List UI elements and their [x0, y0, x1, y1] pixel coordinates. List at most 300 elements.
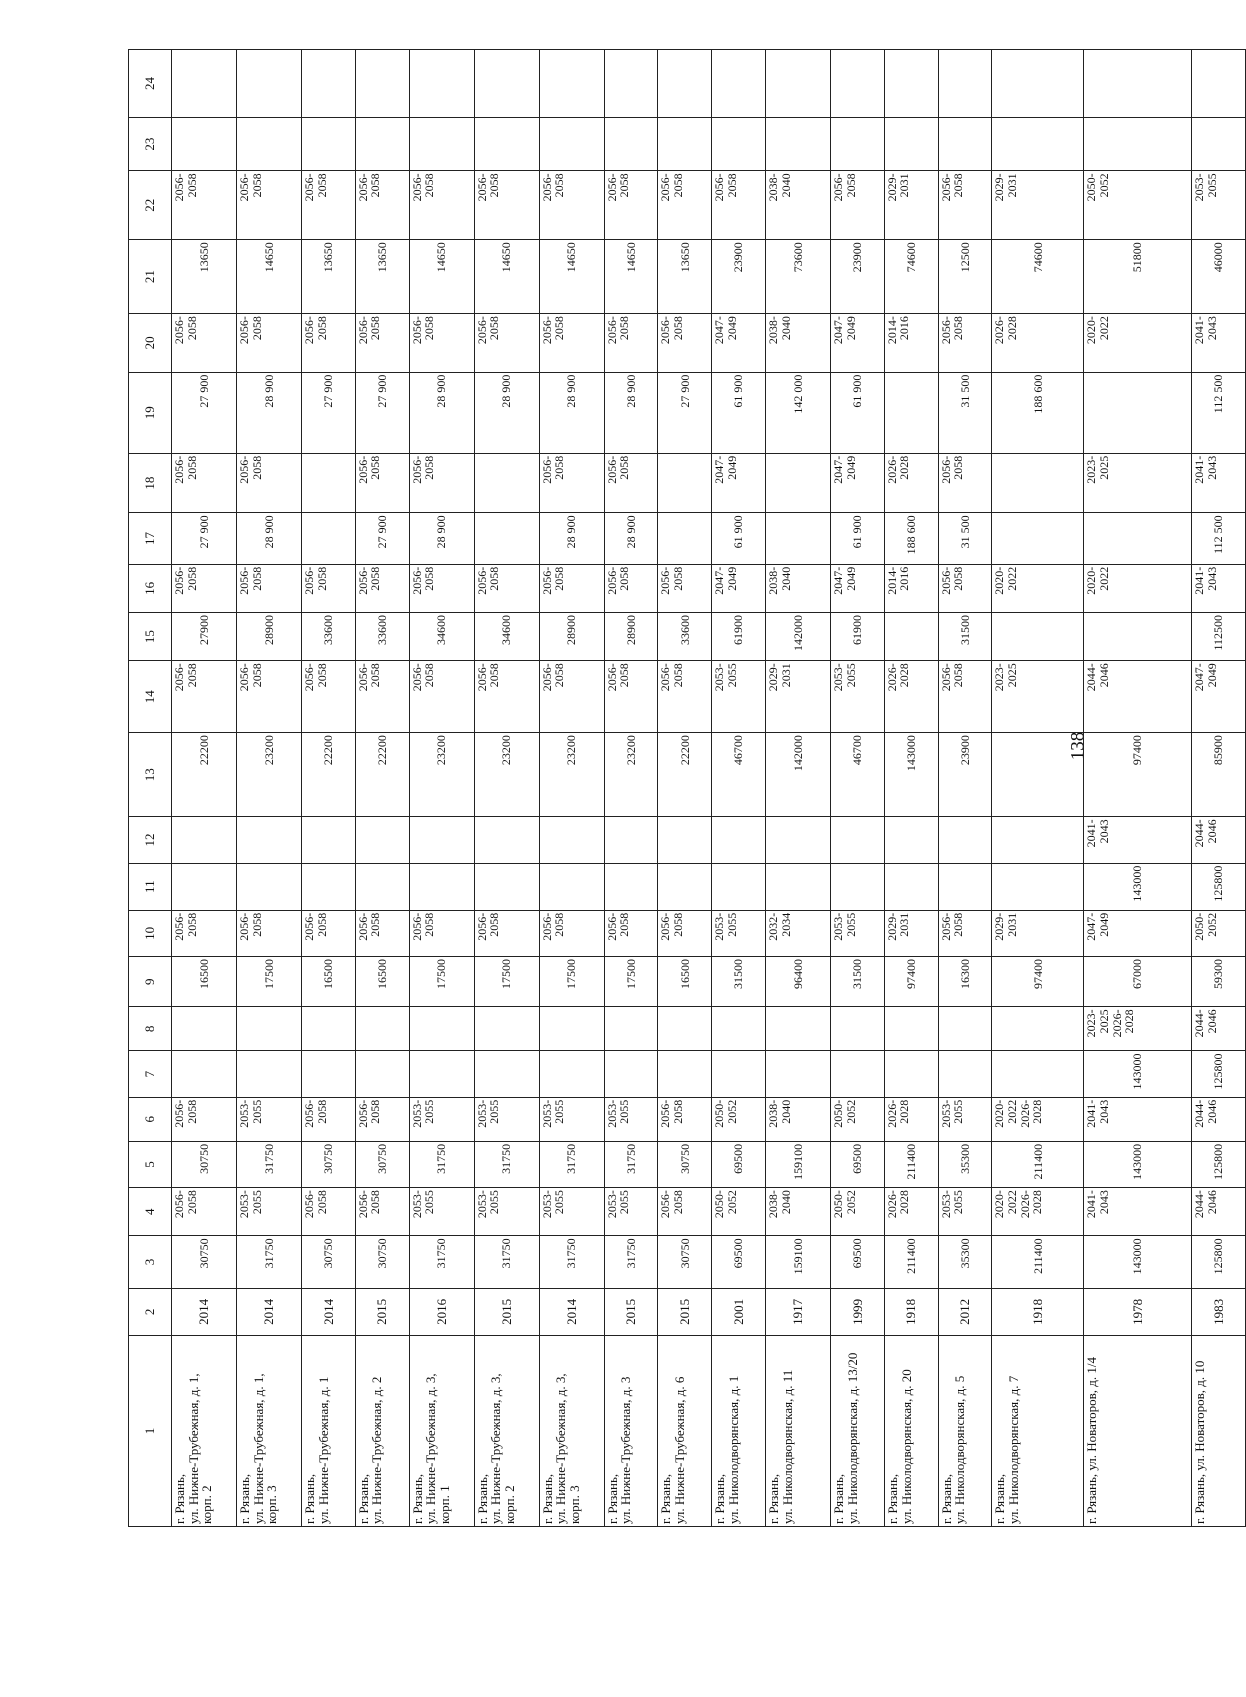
address-cell: г. Рязань, ул. Новаторов, д. 1/4	[1084, 1335, 1192, 1526]
table-cell: 2056- 2058	[172, 661, 237, 733]
table-cell: 143000	[1084, 863, 1192, 910]
column-header-19: 19	[129, 372, 172, 453]
table-cell	[474, 863, 539, 910]
table-cell: 125800	[1192, 1051, 1246, 1097]
table-cell: 61 900	[712, 372, 766, 453]
table-cell: 2041- 2043	[1192, 564, 1246, 612]
table-cell	[237, 1007, 302, 1051]
table-cell: 17500	[474, 957, 539, 1007]
table-cell: 2053- 2055	[604, 1188, 658, 1236]
table-cell: 2056- 2058	[658, 661, 712, 733]
table-cell: 31750	[474, 1141, 539, 1187]
table-cell: 74600	[992, 240, 1084, 314]
table-cell: 46700	[712, 733, 766, 817]
table-cell: 2056- 2058	[172, 453, 237, 513]
table-cell: 142 000	[766, 372, 831, 453]
table-cell: 16500	[302, 957, 356, 1007]
table-cell: 211400	[992, 1236, 1084, 1288]
table-cell: 34600	[409, 612, 474, 660]
table-cell: 14650	[604, 240, 658, 314]
table-cell: 2044- 2046	[1192, 1097, 1246, 1141]
address-cell: г. Рязань, ул. Нижне-Трубежная, д. 3, корп. 1	[409, 1335, 474, 1526]
table-cell: 2056- 2058	[302, 661, 356, 733]
table-cell	[766, 1051, 831, 1097]
table-cell	[604, 117, 658, 170]
table-cell: 31750	[237, 1141, 302, 1187]
table-cell: 23200	[474, 733, 539, 817]
column-header-8: 8	[129, 1007, 172, 1051]
table-cell	[474, 817, 539, 863]
table-cell: 112500	[1192, 612, 1246, 660]
address-cell: г. Рязань, ул. Нижне-Трубежная, д. 3, корп. 3	[539, 1335, 604, 1526]
table-cell: 35300	[938, 1141, 992, 1187]
table-cell	[884, 1051, 938, 1097]
table-cell: 33600	[302, 612, 356, 660]
table-cell	[884, 612, 938, 660]
table-cell: 2056- 2058	[302, 171, 356, 240]
table-cell	[766, 50, 831, 118]
table-cell: 30750	[658, 1141, 712, 1187]
table-cell: 2032- 2034	[766, 910, 831, 956]
table-cell: 2056- 2058	[355, 1188, 409, 1236]
table-cell	[604, 1051, 658, 1097]
table-cell	[712, 817, 766, 863]
table-cell	[766, 117, 831, 170]
table-cell: 2020- 2022	[1084, 314, 1192, 373]
table-cell	[766, 1007, 831, 1051]
address-cell: г. Рязань, ул. Николодворянская, д. 13/20	[831, 1335, 885, 1526]
table-cell	[302, 1051, 356, 1097]
table-cell: 2001	[712, 1288, 766, 1335]
table-cell: 143000	[1084, 1236, 1192, 1288]
table-cell	[712, 1007, 766, 1051]
table-cell: 31500	[938, 612, 992, 660]
table-cell: 2056- 2058	[172, 1188, 237, 1236]
table-cell: 73600	[766, 240, 831, 314]
table-cell: 2053- 2055	[831, 661, 885, 733]
address-cell: г. Рязань, ул. Нижне-Трубежная, д. 1	[302, 1335, 356, 1526]
table-cell: 31 500	[938, 513, 992, 564]
address-cell: г. Рязань, ул. Нижне-Трубежная, д. 1, корп. 3	[237, 1335, 302, 1526]
table-cell	[474, 117, 539, 170]
table-cell: 2053- 2055	[712, 661, 766, 733]
column-header-18: 18	[129, 453, 172, 513]
table-cell	[539, 817, 604, 863]
table-cell	[658, 1051, 712, 1097]
table-cell	[992, 733, 1084, 817]
column-header-6: 6	[129, 1097, 172, 1141]
table-cell: 2056- 2058	[355, 910, 409, 956]
table-row	[355, 50, 409, 1527]
table-row	[409, 50, 474, 1527]
table-cell: 2014	[237, 1288, 302, 1335]
table-cell	[992, 1051, 1084, 1097]
table-cell: 211400	[992, 1141, 1084, 1187]
table-cell	[658, 863, 712, 910]
table-cell: 28 900	[474, 372, 539, 453]
table-cell: 2056- 2058	[938, 910, 992, 956]
table-cell: 16500	[172, 957, 237, 1007]
table-cell: 23200	[539, 733, 604, 817]
table-cell: 2053- 2055	[604, 1097, 658, 1141]
table-cell: 69500	[712, 1141, 766, 1187]
table-cell: 2056- 2058	[658, 1188, 712, 1236]
table-cell: 30750	[302, 1236, 356, 1288]
table-cell: 2020- 2022	[1084, 564, 1192, 612]
table-cell	[766, 817, 831, 863]
table-cell	[302, 863, 356, 910]
table-cell	[302, 1007, 356, 1051]
table-row	[302, 50, 356, 1527]
table-cell: 1983	[1192, 1288, 1246, 1335]
table-cell	[712, 863, 766, 910]
table-cell: 2014	[539, 1288, 604, 1335]
table-cell: 30750	[172, 1236, 237, 1288]
column-header-3: 3	[129, 1236, 172, 1288]
table-cell	[172, 50, 237, 118]
table-cell	[658, 513, 712, 564]
table-cell	[831, 1007, 885, 1051]
address-cell: г. Рязань, ул. Николодворянская, д. 5	[938, 1335, 992, 1526]
column-header-20: 20	[129, 314, 172, 373]
table-cell: 2026- 2028	[884, 1097, 938, 1141]
table-cell: 61900	[712, 612, 766, 660]
table-cell	[302, 117, 356, 170]
table-cell	[658, 1007, 712, 1051]
table-cell	[884, 863, 938, 910]
table-cell: 142000	[766, 733, 831, 817]
table-cell: 13650	[302, 240, 356, 314]
table-cell: 2014- 2016	[884, 564, 938, 612]
table-cell: 17500	[604, 957, 658, 1007]
table-cell: 2056- 2058	[409, 661, 474, 733]
table-cell: 125800	[1192, 863, 1246, 910]
table-cell: 2056- 2058	[938, 564, 992, 612]
table-cell: 2056- 2058	[172, 910, 237, 956]
table-cell: 2023- 2025 2026- 2028	[1084, 1007, 1192, 1051]
table-cell: 2029- 2031	[884, 171, 938, 240]
address-cell: г. Рязань, ул. Нижне-Трубежная, д. 6	[658, 1335, 712, 1526]
table-cell: 125800	[1192, 1141, 1246, 1187]
table-cell: 2029- 2031	[992, 910, 1084, 956]
table-cell: 142000	[766, 612, 831, 660]
table-cell: 28 900	[409, 513, 474, 564]
table-cell	[831, 117, 885, 170]
table-cell: 2056- 2058	[237, 910, 302, 956]
table-cell	[938, 50, 992, 118]
table-cell	[992, 513, 1084, 564]
table-cell	[1084, 612, 1192, 660]
table-cell: 22200	[355, 733, 409, 817]
table-cell: 2053- 2055	[474, 1097, 539, 1141]
table-cell: 28 900	[237, 513, 302, 564]
table-cell	[658, 50, 712, 118]
table-cell: 2056- 2058	[474, 661, 539, 733]
table-cell: 31750	[409, 1236, 474, 1288]
table-cell: 125800	[1192, 1236, 1246, 1288]
table-cell: 188 600	[884, 513, 938, 564]
table-cell	[992, 50, 1084, 118]
table-cell	[1192, 117, 1246, 170]
table-cell: 2041- 2043	[1084, 1188, 1192, 1236]
table-cell: 28 900	[409, 372, 474, 453]
table-cell: 2056- 2058	[658, 314, 712, 373]
table-cell	[355, 1007, 409, 1051]
table-cell: 2056- 2058	[302, 1097, 356, 1141]
table-cell	[474, 50, 539, 118]
table-cell: 61 900	[712, 513, 766, 564]
table-cell	[302, 453, 356, 513]
table-cell: 2023- 2025	[1084, 453, 1192, 513]
table-cell: 17500	[237, 957, 302, 1007]
table-cell	[474, 1051, 539, 1097]
table-cell: 2047- 2049	[712, 564, 766, 612]
table-cell: 67000	[1084, 957, 1192, 1007]
table-cell: 2056- 2058	[237, 661, 302, 733]
table-cell: 61 900	[831, 513, 885, 564]
table-cell	[539, 117, 604, 170]
table-cell: 2056- 2058	[355, 564, 409, 612]
table-cell	[992, 612, 1084, 660]
table-cell	[712, 1051, 766, 1097]
table-cell: 2014- 2016	[884, 314, 938, 373]
table-cell: 17500	[539, 957, 604, 1007]
column-header-1: 1	[129, 1335, 172, 1526]
table-cell: 2056- 2058	[604, 453, 658, 513]
column-header-23: 23	[129, 117, 172, 170]
table-cell: 1918	[992, 1288, 1084, 1335]
table-cell: 2016	[409, 1288, 474, 1335]
column-header-5: 5	[129, 1141, 172, 1187]
table-cell: 2053- 2055	[237, 1097, 302, 1141]
table-row	[604, 50, 658, 1527]
table-cell	[409, 1007, 474, 1051]
table-cell: 51800	[1084, 240, 1192, 314]
table-cell: 33600	[355, 612, 409, 660]
table-row	[237, 50, 302, 1527]
table-cell: 2050- 2052	[831, 1097, 885, 1141]
table-cell: 28900	[604, 612, 658, 660]
table-cell	[992, 453, 1084, 513]
column-header-15: 15	[129, 612, 172, 660]
table-cell: 2056- 2058	[474, 171, 539, 240]
table-cell	[355, 817, 409, 863]
address-cell: г. Рязань, ул. Нижне-Трубежная, д. 3	[604, 1335, 658, 1526]
column-header-16: 16	[129, 564, 172, 612]
table-cell	[658, 117, 712, 170]
table-cell: 2056- 2058	[658, 171, 712, 240]
table-cell: 2056- 2058	[539, 453, 604, 513]
table-cell: 2056- 2058	[172, 314, 237, 373]
table-cell: 159100	[766, 1141, 831, 1187]
table-cell: 2056- 2058	[604, 910, 658, 956]
table-cell: 112 500	[1192, 372, 1246, 453]
table-cell: 2026- 2028	[884, 453, 938, 513]
table-cell: 2056- 2058	[237, 564, 302, 612]
table-cell: 2047- 2049	[712, 453, 766, 513]
table-cell	[938, 117, 992, 170]
table-cell: 46000	[1192, 240, 1246, 314]
address-cell: г. Рязань, ул. Николодворянская, д. 11	[766, 1335, 831, 1526]
table-cell	[172, 117, 237, 170]
table-cell	[355, 863, 409, 910]
table-cell: 13650	[355, 240, 409, 314]
table-cell: 211400	[884, 1236, 938, 1288]
table-cell: 30750	[355, 1141, 409, 1187]
table-cell	[237, 117, 302, 170]
table-cell: 2056- 2058	[938, 453, 992, 513]
table-cell	[172, 863, 237, 910]
table-cell: 46700	[831, 733, 885, 817]
table-cell: 2053- 2055	[474, 1188, 539, 1236]
table-cell: 2056- 2058	[172, 1097, 237, 1141]
table-cell: 22200	[172, 733, 237, 817]
table-cell: 2020- 2022	[992, 564, 1084, 612]
table-cell: 28 900	[604, 513, 658, 564]
table-cell	[539, 863, 604, 910]
table-cell	[355, 50, 409, 118]
table-cell: 27900	[172, 612, 237, 660]
table-cell: 2053- 2055	[539, 1188, 604, 1236]
table-cell: 2056- 2058	[172, 171, 237, 240]
table-cell: 2015	[474, 1288, 539, 1335]
table-row	[938, 50, 992, 1527]
table-cell: 13650	[172, 240, 237, 314]
table-cell	[474, 1007, 539, 1051]
table-cell: 23900	[831, 240, 885, 314]
table-cell: 69500	[712, 1236, 766, 1288]
table-cell: 2056- 2058	[604, 661, 658, 733]
table-cell: 2056- 2058	[831, 171, 885, 240]
table-cell: 97400	[992, 957, 1084, 1007]
table-cell: 61900	[831, 612, 885, 660]
table-cell	[302, 817, 356, 863]
table-cell	[172, 817, 237, 863]
table-cell	[831, 50, 885, 118]
table-row	[712, 50, 766, 1527]
table-cell	[831, 1051, 885, 1097]
address-cell: г. Рязань, ул. Нижне-Трубежная, д. 2	[355, 1335, 409, 1526]
table-cell: 16500	[355, 957, 409, 1007]
table-cell	[539, 50, 604, 118]
table-cell	[1192, 50, 1246, 118]
table-cell: 28 900	[539, 372, 604, 453]
table-cell: 31750	[409, 1141, 474, 1187]
table-cell: 2047- 2049	[831, 564, 885, 612]
table-cell: 2029- 2031	[766, 661, 831, 733]
table-row	[831, 50, 885, 1527]
table-cell: 31750	[539, 1236, 604, 1288]
table-cell: 2050- 2052	[1084, 171, 1192, 240]
table-cell: 14650	[539, 240, 604, 314]
table-row	[474, 50, 539, 1527]
table-cell	[658, 817, 712, 863]
table-cell: 2056- 2058	[604, 171, 658, 240]
address-cell: г. Рязань, ул. Нижне-Трубежная, д. 3, корп. 2	[474, 1335, 539, 1526]
table-cell: 2056- 2058	[355, 314, 409, 373]
table-cell: 2053- 2055	[237, 1188, 302, 1236]
table-row	[766, 50, 831, 1527]
table-cell	[474, 513, 539, 564]
table-cell	[884, 372, 938, 453]
column-header-7: 7	[129, 1051, 172, 1097]
table-cell: 2056- 2058	[409, 314, 474, 373]
table-cell: 31500	[831, 957, 885, 1007]
table-cell: 2053- 2055	[938, 1097, 992, 1141]
table-cell: 143000	[1084, 1051, 1192, 1097]
table-cell: 2038- 2040	[766, 1097, 831, 1141]
table-cell: 31750	[604, 1236, 658, 1288]
table-cell: 33600	[658, 612, 712, 660]
table-cell: 2056- 2058	[658, 910, 712, 956]
table-cell: 2056- 2058	[172, 564, 237, 612]
address-cell: г. Рязань, ул. Новаторов, д. 10	[1192, 1335, 1246, 1526]
table-cell: 2047- 2049	[831, 453, 885, 513]
table-cell: 27 900	[355, 372, 409, 453]
table-cell: 143000	[884, 733, 938, 817]
table-cell: 2050- 2052	[1192, 910, 1246, 956]
table-cell: 2047- 2049	[831, 314, 885, 373]
table-cell: 2056- 2058	[539, 564, 604, 612]
table-cell	[409, 863, 474, 910]
table-cell: 2041- 2043	[1192, 453, 1246, 513]
table-cell: 28 900	[604, 372, 658, 453]
table-cell: 2020- 2022 2026- 2028	[992, 1188, 1084, 1236]
table-cell: 2050- 2052	[712, 1188, 766, 1236]
table-cell: 14650	[474, 240, 539, 314]
table-cell	[938, 1051, 992, 1097]
table-cell: 2026- 2028	[884, 661, 938, 733]
table-cell: 2014	[302, 1288, 356, 1335]
table-cell: 31500	[712, 957, 766, 1007]
column-header-9: 9	[129, 957, 172, 1007]
table-cell: 2056- 2058	[302, 564, 356, 612]
table-cell	[766, 863, 831, 910]
table-cell: 2056- 2058	[302, 314, 356, 373]
table-row	[539, 50, 604, 1527]
table-cell: 97400	[884, 957, 938, 1007]
table-container	[128, 49, 1246, 1527]
column-header-17: 17	[129, 513, 172, 564]
table-cell: 2041- 2043	[1084, 817, 1192, 863]
table-cell	[604, 817, 658, 863]
table-row	[1084, 50, 1192, 1527]
page-number: 138	[1067, 731, 1089, 761]
table-cell: 1978	[1084, 1288, 1192, 1335]
column-header-21: 21	[129, 240, 172, 314]
table-cell: 17500	[409, 957, 474, 1007]
table-cell	[831, 863, 885, 910]
table-cell: 2041- 2043	[1084, 1097, 1192, 1141]
table-cell	[1084, 513, 1192, 564]
column-header-4: 4	[129, 1188, 172, 1236]
table-cell: 2056- 2058	[712, 171, 766, 240]
table-cell: 2038- 2040	[766, 314, 831, 373]
table-cell: 2056- 2058	[938, 661, 992, 733]
table-cell: 1999	[831, 1288, 885, 1335]
table-cell: 30750	[658, 1236, 712, 1288]
table-cell	[884, 817, 938, 863]
table-cell: 30750	[355, 1236, 409, 1288]
table-cell: 2056- 2058	[409, 910, 474, 956]
table-cell: 27 900	[658, 372, 712, 453]
table-cell	[766, 513, 831, 564]
table-cell: 16500	[658, 957, 712, 1007]
table-cell: 28900	[237, 612, 302, 660]
table-cell: 2044- 2046	[1192, 817, 1246, 863]
table-cell	[604, 863, 658, 910]
table-cell	[712, 117, 766, 170]
